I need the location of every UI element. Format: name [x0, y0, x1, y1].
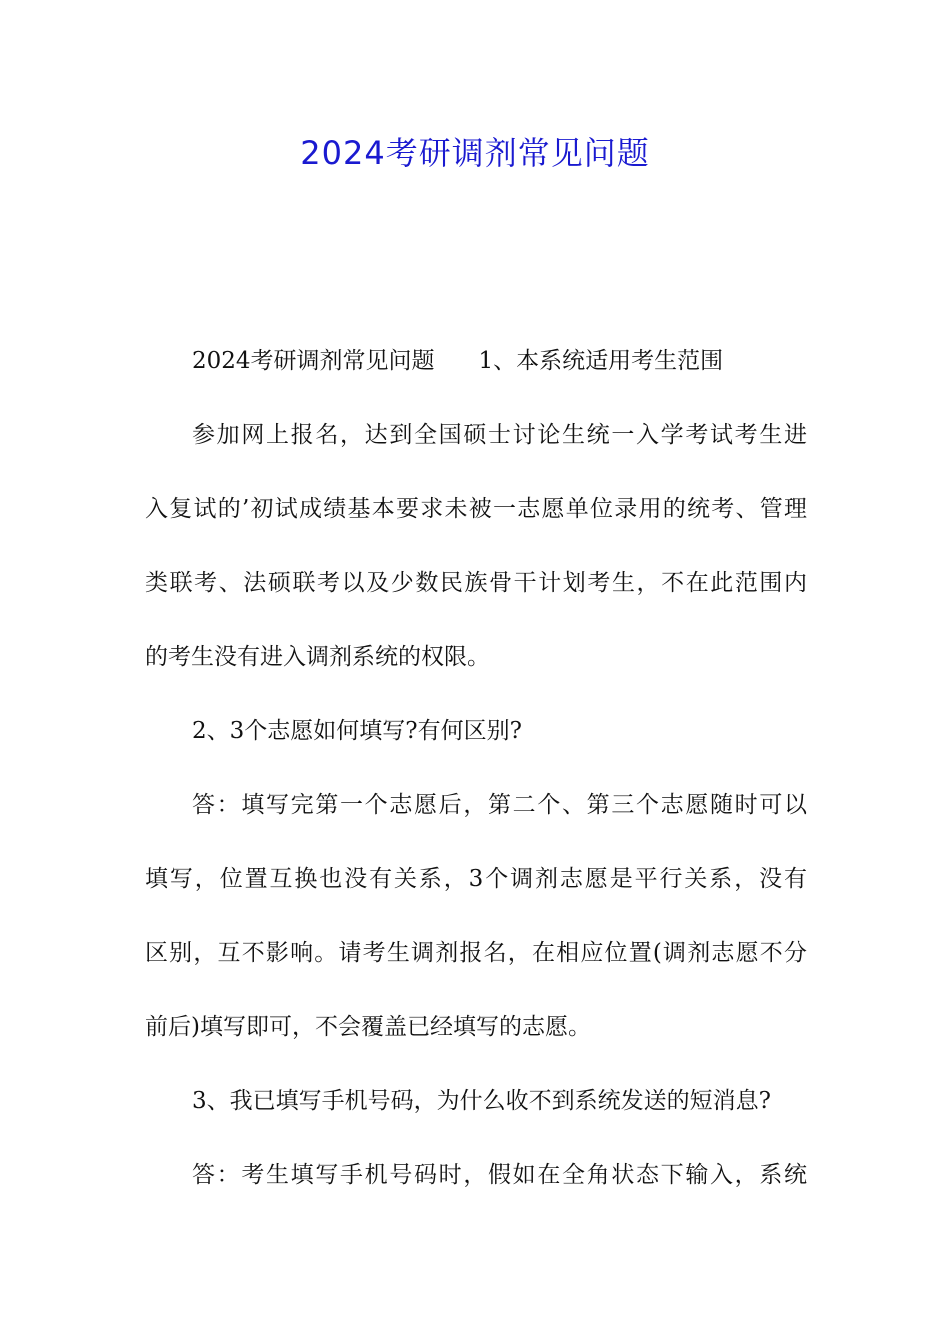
- question-heading: 3、我已填写手机号码，为什么收不到系统发送的短消息?: [192, 1088, 771, 1114]
- question-heading: 2、3个志愿如何填写?有何区别?: [192, 718, 522, 744]
- paragraph-line: 入复试的’初试成绩基本要求未被一志愿单位录用的统考、管理: [145, 496, 807, 522]
- paragraph-line: 区别，互不影响。请考生调剂报名，在相应位置(调剂志愿不分: [145, 940, 807, 966]
- paragraph-line: 类联考、法硕联考以及少数民族骨干计划考生，不在此范围内: [145, 570, 807, 596]
- paragraph-line: 前后)填写即可，不会覆盖已经填写的志愿。: [145, 1014, 591, 1040]
- paragraph-line: 答：填写完第一个志愿后，第二个、第三个志愿随时可以: [192, 792, 807, 818]
- paragraph-line: 参加网上报名，达到全国硕士讨论生统一入学考试考生进: [192, 422, 807, 448]
- paragraph-line: [145, 337, 807, 385]
- paragraph-line: 答：考生填写手机号码时，假如在全角状态下输入，系统: [192, 1162, 807, 1188]
- inline-heading: 2024考研调剂常见问题: [192, 348, 435, 374]
- document-title: 2024考研调剂常见问题: [300, 134, 650, 172]
- section-heading: 1、本系统适用考生范围: [478, 348, 724, 374]
- paragraph-line: 填写，位置互换也没有关系，3个调剂志愿是平行关系，没有: [145, 866, 807, 892]
- document-body: [145, 337, 807, 1225]
- paragraph-line: 的考生没有进入调剂系统的权限。: [145, 644, 490, 670]
